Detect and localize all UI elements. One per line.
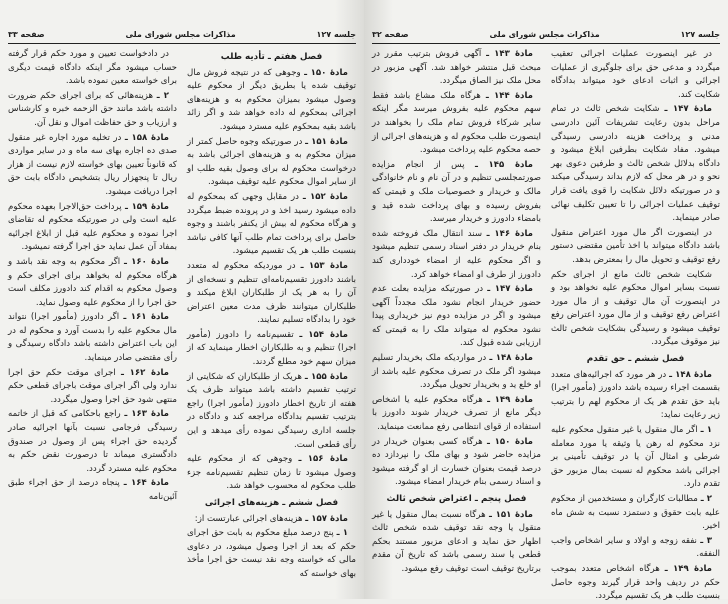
session-number: جلسه ۱۲۷ <box>680 29 720 39</box>
article-text: پنج درصد مبلغ محکوم به بابت حق اجرای حکم که بعد از اجرا وصول میشود، در دعاوی مالی که خواسته وجه نقد نیست حق اجرا مأخذ بهای خواسته که <box>187 528 356 579</box>
article-paragraph <box>8 311 177 365</box>
article-text: هرگاه ملک مشاع باشد فقط سهم محکوم علیه بفروش میرسد مگر اینکه سایر شرکاء فروش تمام ملک را بخواهند در اینصورت طلب محکوم له و هزینه‌های اجرائی از حصه محکوم علیه پرداخت میشود. <box>372 90 541 156</box>
text-columns <box>8 48 356 593</box>
column-right <box>551 48 720 602</box>
article-text: پرداخت حق‌الاجرا بعهده محکوم علیه است ولی در صورتیکه محکوم له تقاضای اجرا نموده و محکوم علیه قبل از ابلاغ اجرائیه بمفاد آن عمل نماید حق اجرا گرفته نمیشود. <box>8 201 177 253</box>
journal-title: مذاکرات مجلس شورای ملی <box>489 29 600 39</box>
article-paragraph <box>551 424 720 492</box>
running-header <box>372 27 720 44</box>
article-paragraph <box>372 159 541 227</box>
article-text: هرگاه کسی بعنوان خریدار در مزایده حاضر شود و بهای ملک را نپردازد ده درصد قیمت بعنوان خسارت از او گرفته میشود و اسناد رسمی بنام خریدار امضاء میشود. <box>372 436 541 488</box>
article-number: مادهٔ ۱۴۸ ـ <box>669 369 712 380</box>
article-paragraph <box>187 136 356 190</box>
article-paragraph <box>551 563 720 604</box>
article-text: هرگاه نسبت بمال منقول یا غیر منقول یا وجه نقد توقیف شده شخص ثالث اظهار حق نماید و ادعای مزبور مستند بحکم قطعی یا سند رسمی باشد که تاریخ آن مقدم برتاریخ توقیف است توقیف رفع میشود. <box>372 509 541 574</box>
article-text: شکایت شخص ثالث در تمام مراحل بدون رعایت تشریفات آئین دادرسی مدنی و پرداخت هزینه دادرسی رسیدگی میشود. مفاد شکایت بطرفین ابلاغ میشود و دادگاه بدلائل شخص ثالث و طرفین دعوی بهر نحو و در هر محل که لازم بداند رسیدگی میکند و در صورتیکه دلائل شکایت را قوی یافت قرار توقیف عملیات اجرائی را تا تعیین تکلیف نهائی صادر مینماید. <box>551 104 720 224</box>
article-number: مادهٔ ۱۴۳ ـ <box>486 49 533 59</box>
article-paragraph <box>372 436 541 490</box>
article-number: مادهٔ ۱۵۵ ـ <box>304 371 348 382</box>
article-paragraph <box>551 369 720 423</box>
article-paragraph <box>551 103 720 225</box>
article-paragraph <box>8 132 177 200</box>
article-paragraph <box>187 513 356 527</box>
article-paragraph <box>8 201 177 255</box>
article-paragraph <box>551 269 720 351</box>
article-paragraph <box>187 527 356 581</box>
article-text: مطالبات کارگران و مستخدمین از محکوم علیه بابت حقوق و دستمزد نسبت به شش ماه اخیر. <box>551 494 720 532</box>
article-paragraph <box>551 48 720 102</box>
article-number: مادهٔ ۱۵۸ ـ <box>124 132 169 143</box>
column-left <box>372 48 541 593</box>
article-paragraph <box>551 227 720 268</box>
article-number: ۲ ـ <box>156 90 169 101</box>
article-text: در اینصورت اگر مال مورد اعتراض منقول باشد دادگاه میتواند با اخذ تأمین مقتضی دستور رفع توقیف و تحویل مال را بمعترض بدهد. <box>551 227 720 265</box>
article-number: مادهٔ ۱۴۸ ـ <box>489 353 533 364</box>
article-text: اگر محکوم به وجه نقد باشد و هرگاه محکوم له بخواهد برای اجرای حکم و وصول محکوم به اقدام کند دادورز مکلف است حق اجرا را از محکوم علیه وصول نماید. <box>8 256 177 308</box>
article-number: مادهٔ ۱۵۲ ـ <box>302 191 348 202</box>
article-text: تقسیم‌نامه را دادورز (مأمور اجرا) تنظیم و به طلبکاران اخطار مینماید که از میزان سهم خود مطلع گردند. <box>187 329 356 368</box>
article-paragraph <box>372 352 541 393</box>
article-text: وجوهی که از محکوم علیه وصول میشود تا زمان تنظیم تقسیم‌نامه جزء طلب محکوم له محسوب خواهد شد. <box>187 454 356 492</box>
article-text: هزینه‌های اجرائی عبارتست از: <box>194 513 303 524</box>
article-number: مادهٔ ۱۵۰ ـ <box>487 436 534 447</box>
article-text: اجرای موقت حکم حق اجرا ندارد ولی اگر اجرای موقت باجرای قطعی حکم منتهی شود حق اجرا وصول میگردد. <box>8 367 177 405</box>
article-number: مادهٔ ۱۴۵ ـ <box>474 159 533 170</box>
article-text: سند انتقال ملک فروخته شده بنام خریدار در دفتر اسناد رسمی تنظیم میشود و اگر محکوم علیه از امضاء خودداری کند دادورز از طرف او امضاء خواهد کرد. <box>372 228 541 280</box>
article-number: مادهٔ ۱۵۱ ـ <box>489 509 533 520</box>
article-paragraph <box>187 329 356 370</box>
article-number: مادهٔ ۱۵۰ ـ <box>304 67 348 78</box>
article-paragraph <box>8 48 177 89</box>
article-paragraph <box>187 371 356 453</box>
article-paragraph <box>8 90 177 131</box>
article-paragraph <box>372 283 541 351</box>
article-paragraph <box>372 228 541 282</box>
article-text: در غیر اینصورت عملیات اجرائی تعقیب میگردد و مدعی حق برای جلوگیری از عملیات اجرائی و اثبات ادعای خود میتواند بدادگاه شکایت کند. <box>551 49 720 100</box>
article-text: در صورتیکه مزایده بعلت عدم حضور خریدار انجام نشود ملک مجدداً آگهی میشود و اگر در مزایده دوم نیز خریداری پیدا نشود محکوم له میتواند ملک را به قیمتی که ارزیابی شده قبول کند. <box>372 284 541 349</box>
article-number: مادهٔ ۱۵۷ ـ <box>305 513 348 524</box>
article-paragraph <box>372 48 541 89</box>
article-number: مادهٔ ۱۶۳ ـ <box>124 409 169 420</box>
article-text: در صورتیکه وجوه حاصل کمتر از میزان محکوم به و هزینه‌های اجرائی باشد به درخواست محکوم له برای وصول بقیه طلب او از سایر اموال محکوم علیه توقیف میشود. <box>187 136 356 188</box>
column-left <box>8 48 177 593</box>
article-number: مادهٔ ۱۶۱ ـ <box>123 312 170 323</box>
article-number: ۱ ـ <box>700 425 713 436</box>
article-text: هریک از طلبکاران که شکایتی از ترتیب تقسیم داشته باشد میتواند ظرف یک هفته از تاریخ اخطار دادورز (مأمور اجرا) راجع بترتیب تقسیم بدادگاه مراجعه کند و دادگاه در جلسه اداری رسیدگی نموده رأی میدهد و این رأی قطعی است. <box>187 371 356 450</box>
section-heading: فصل ششم ـ حق تقدم <box>586 354 685 365</box>
article-text: در مواردیکه ملک بخریدار تسلیم میشود اگر ملک در تصرف محکوم علیه باشد از او خلع ید و بخریدار تحویل میگردد. <box>372 353 541 391</box>
article-text: وجوهی که در نتیجه فروش مال توقیف شده یا بطریق دیگر از محکوم علیه وصول میشود بمیزان محکوم به و هزینه‌های اجرائی بمحکوم له داده خواهد شد و اگر زائد باشد بقیه بمحکوم علیه مسترد میشود. <box>187 67 356 132</box>
article-text: شکایت شخص ثالث مانع از اجرای حکم نسبت بسایر اموال محکوم علیه نخواهد بود و در اینصورت آن مال توقیف و از مال مورد اعتراض رفع توقیف و از مال مورد اعتراض رفع توقیف میشود و رسیدگی بشکایت شخص ثالث نیز موقوف میگردد. <box>551 269 720 348</box>
journal-title: مذاکرات مجلس شورای ملی <box>125 29 236 39</box>
column-right <box>187 48 356 593</box>
article-text: آگهی فروش بترتیب مقرر در مبحث قبل منتشر خواهد شد. آگهی مزبور در محل ملک نیز الصاق میگردد. <box>372 49 541 87</box>
article-text: نفقه زوجه و اولاد و سایر اشخاص واجب النفقه. <box>551 535 720 560</box>
article-number: مادهٔ ۱۵۹ ـ <box>124 201 169 212</box>
article-paragraph <box>8 256 177 310</box>
article-text: هزینه‌هائی که برای اجرای حکم ضرورت داشته باشد مانند حق الزحمه خبره و کارشناس و ارزیاب و حق حفاظت اموال و نقل آن. <box>8 90 177 128</box>
article-number: ۳ ـ <box>700 535 712 546</box>
article-number: مادهٔ ۱۶۴ ـ <box>123 478 170 489</box>
page-number: صفحه ۳۳ <box>8 29 45 39</box>
section-heading: فصل پنجم ـ اعتراض شخص ثالث <box>386 494 527 504</box>
article-text: در تخلیه مورد اجاره غیر منقول صدی ده اجاره بهای سه ماه و در سایر مواردی که قانوناً تعیین بهای خواسته لازم نیست از هزار ریال تا پنجهزار ریال بتشخیص دادگاه بابت حق اجرا دریافت میشود. <box>8 132 177 197</box>
article-paragraph <box>187 191 356 259</box>
article-paragraph <box>8 477 177 504</box>
article-paragraph <box>187 260 356 328</box>
article-number: مادهٔ ۱۴۹ ـ <box>487 394 533 405</box>
running-header <box>8 27 356 44</box>
article-paragraph <box>372 90 541 158</box>
page-number: صفحه ۳۲ <box>372 29 409 39</box>
article-text: پس از انجام مزایده صورتمجلسی تنظیم و در آن نام و نام خانوادگی مالک و خریدار و خصوصیات ملک و قیمتی که بفروش رسیده و بهای پرداخت شده قید و بامضاء دادورز و خریدار میرسد. <box>372 159 541 225</box>
article-text: هرگاه محکوم علیه یا اشخاص دیگر مانع از تصرف خریدار شوند دادورز با استفاده از قوای انتظامی رفع ممانعت مینماید. <box>372 394 541 433</box>
article-number: مادهٔ ۱۵۱ ـ <box>305 136 349 147</box>
article-number: مادهٔ ۱۴۹ ـ <box>664 563 713 574</box>
article-text: پنجاه درصد از حق اجراء طبق آئین‌نامه <box>8 478 177 502</box>
page-33 <box>0 0 364 599</box>
article-number: مادهٔ ۱۵۶ ـ <box>298 454 348 465</box>
article-text: اگر مال منقول یا غیر منقول محکوم علیه نزد محکوم له رهن یا وثیقه یا مورد معامله شرطی و امثال آن یا در توقیف تأمینی بر اجرائی باشد محکوم له نسبت بمال مزبور حق تقدم دارد. <box>551 425 720 490</box>
article-paragraph <box>187 453 356 494</box>
article-number: مادهٔ ۱۴۷ ـ <box>664 104 713 115</box>
article-text: در هر مورد که اجرائیه‌های متعدد بقسمت اجراء رسیده باشد دادورز (مأمور اجرا) باید حق تقدم هر یک از محکوم لهم را بترتیب زیر رعایت نماید: <box>551 369 720 421</box>
article-number: ۱ ـ <box>336 528 349 539</box>
article-paragraph <box>551 535 720 562</box>
article-number: مادهٔ ۱۶۰ ـ <box>124 256 170 267</box>
article-number: ۲ ـ <box>700 494 713 504</box>
article-text: در دادخواست تعیین و مورد حکم قرار گرفته حساب میشود مگر اینکه دادگاه قیمت دیگری برای خواسته معین نموده باشد. <box>8 49 177 87</box>
article-number: مادهٔ ۱۴۶ ـ <box>486 228 534 239</box>
article-number: مادهٔ ۱۵۴ ـ <box>299 329 349 340</box>
page-32 <box>364 0 728 602</box>
article-paragraph <box>8 408 177 476</box>
article-text: اگر دادورز (مأمور اجرا) نتواند مال محکوم علیه را بدست آورد و محکوم له در این باب اعتراض داشته باشد دادگاه رسیدگی و رأی مقتضی صادر مینماید. <box>8 312 177 364</box>
article-number: مادهٔ ۱۶۲ ـ <box>121 367 169 378</box>
session-number: جلسه ۱۲۷ <box>316 29 356 39</box>
section-heading: فصل ششم ـ هزینه‌های اجرائی <box>204 498 339 508</box>
article-paragraph <box>372 394 541 435</box>
article-paragraph <box>372 509 541 577</box>
article-number: مادهٔ ۱۴۷ ـ <box>487 284 533 295</box>
text-columns <box>372 48 720 602</box>
article-number: مادهٔ ۱۴۴ ـ <box>485 90 533 101</box>
article-number: مادهٔ ۱۵۳ ـ <box>300 260 348 271</box>
article-paragraph <box>187 67 356 135</box>
article-text: در مقابل وجهی که بمحکوم له داده میشود رسید اخذ و در پرونده ضبط میگردد و هرگاه محکوم له بیش از یکنفر باشند و وجوه حاصل برای پرداخت تمام طلب آنها کافی نباشد بنسبت طلب هر یک تقسیم میشود. <box>187 191 356 257</box>
article-paragraph <box>551 493 720 534</box>
section-heading: فصل هفتم ـ تأدیه طلب <box>220 52 323 62</box>
article-text: در موردیکه محکوم له متعدد باشند دادورز تقسیم‌نامه‌ای تنظیم و نسخه‌ای از آن را به هر یک از طلبکاران ابلاغ میکند و طلبکاران میتوانند ظرف مدت معین اعتراض خود را بدادگاه تسلیم نمایند. <box>187 260 356 326</box>
article-paragraph <box>8 367 177 408</box>
article-text: راجع باحکامی که قبل از خاتمه رسیدگی فرجامی نسبت بآنها اجرائیه صادر گردیده حق اجراء پس از وصول در صندوق دادگستری میماند تا درصورت نقض حکم به محکوم علیه مسترد گردد. <box>8 409 177 474</box>
article-text: هرگاه اشخاص متعدد بموجب حکم در ردیف واحد قرار گیرند وجوه حاصل بنسبت طلب هر یک تقسیم میگردد. <box>551 563 720 602</box>
